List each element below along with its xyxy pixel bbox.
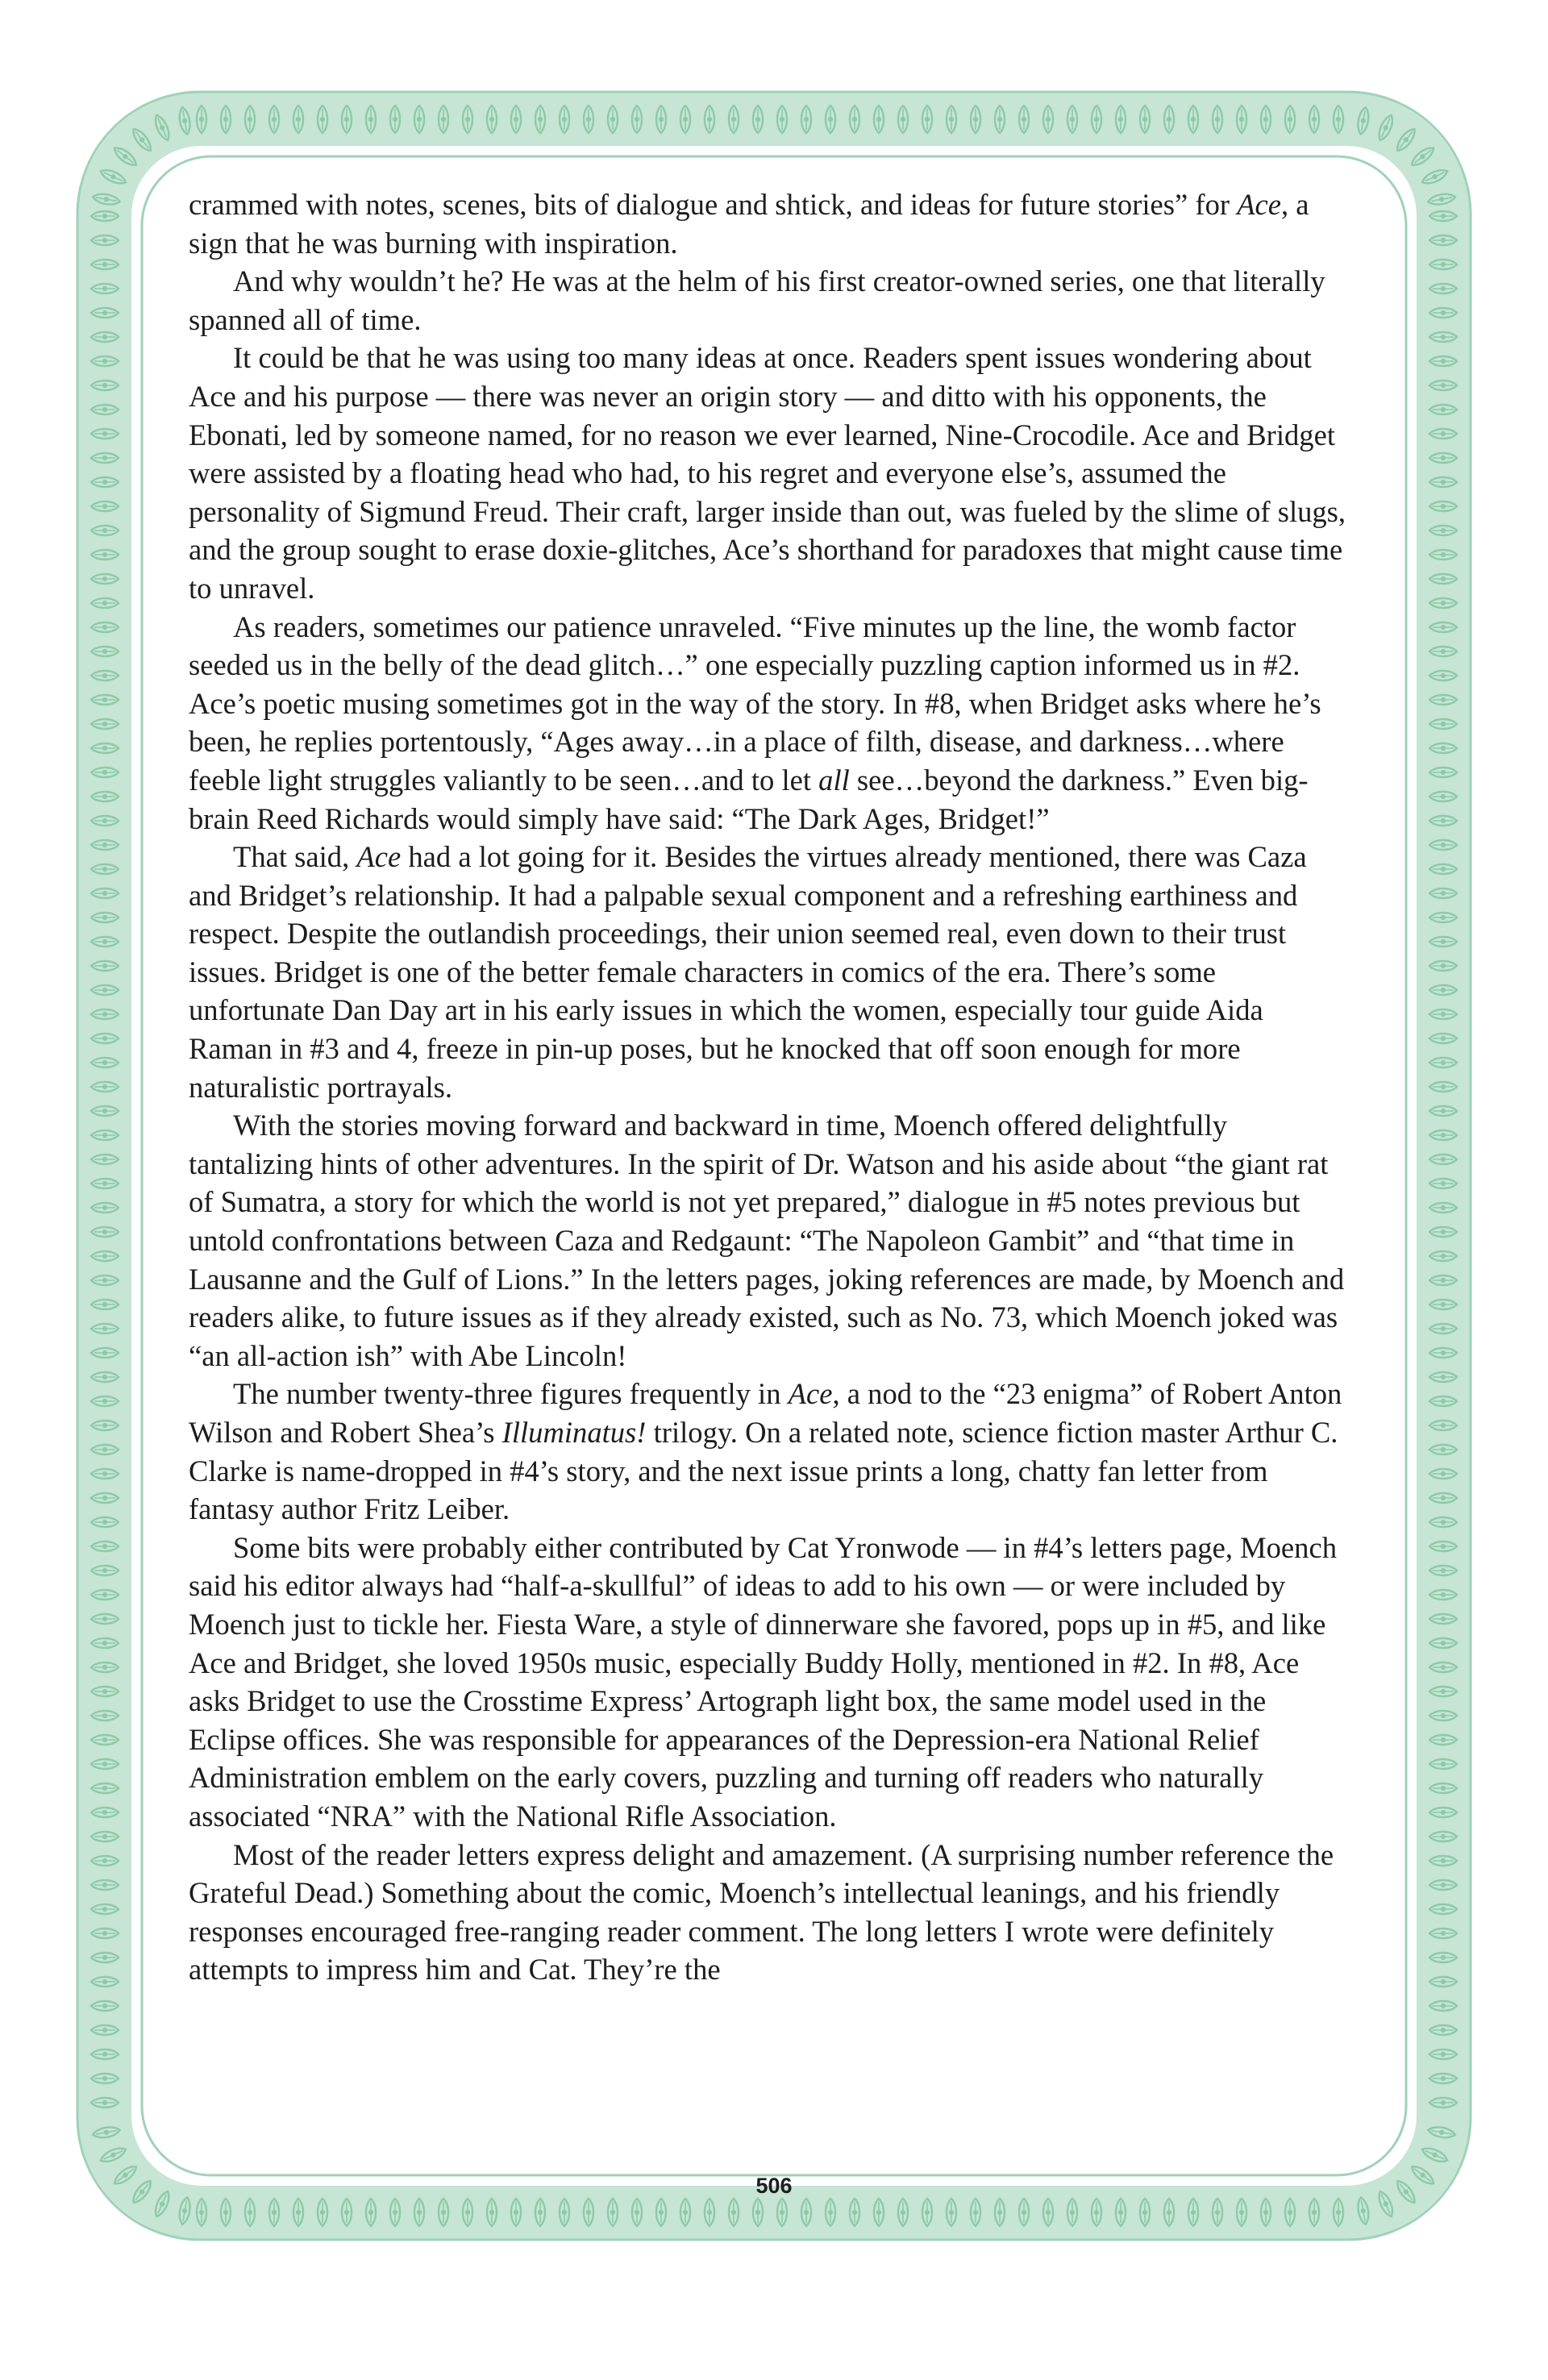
italic-text: Ace (1237, 188, 1282, 221)
body-text (189, 185, 1354, 1989)
italic-text: Ace (788, 1377, 833, 1411)
paragraph (189, 185, 1354, 262)
text-run: It could be that he was using too many ideas at once. Readers spent issues wondering about Ace and his purpose — there was never an origin story — and ditto with his opponents, the Ebonati, led by someone named, for no reason we ever learned, Nine-Crocodile. Ace and Bridget were assisted by a floating head who had, to his regret and everyone else’s, assumed the personality of Sigmund Freud. Their craft, larger inside than out, was fueled by the slime of slugs, and the group sought to erase doxie-glitches, Ace’s shorthand for paradoxes that might cause time to unravel. (189, 341, 1346, 605)
text-run: had a lot going for it. Besides the virtues already mentioned, there was Caza and Bridget’s relationship. It had a palpable sexual component and a refreshing earthiness and respect. Despite the outlandish proceedings, their union seemed real, even down to their trust issues. Bridget is one of the better female characters in comics of the era. There’s some unfortunate Dan Day art in his early issues in which the women, especially tour guide Aida Raman in #3 and 4, freeze in pin-up poses, but he knocked that off soon enough for more naturalistic portrayals. (189, 840, 1307, 1104)
italic-text: Ace (356, 840, 402, 874)
paragraph (189, 1375, 1354, 1528)
text-run: Some bits were probably either contributed by Cat Yronwode — in #4’s letters page, Moench said his editor always had “half-a-skullful” of ideas to add to his own — or were included by Moench just to tickle her. Fiesta Ware, a style of dinnerware she favored, pops up in #5, and like Ace and Bridget, she loved 1950s music, especially Buddy Holly, mentioned in #2. In #8, Ace asks Bridget to use the Crosstime Express’ Artograph light box, the same model used in the Eclipse offices. She was responsible for appearances of the Depression-era National Relief Administration emblem on the early covers, puzzling and turning off readers who naturally associated “NRA” with the National Rifle Association. (189, 1530, 1337, 1833)
text-run: , a sign that he was burning with inspiration. (189, 188, 1309, 260)
paragraph (189, 608, 1354, 838)
text-run: With the stories moving forward and backward in time, Moench offered delightfully tantalizing hints of other adventures. In the spirit of Dr. Watson and his aside about “the giant rat of Sumatra, a story for which the world is not yet prepared,” dialogue in #5 notes previous but untold confrontations between Caza and Redgaunt: “The Napoleon Gambit” and “that time in Lausanne and the Gulf of Lions.” In the letters pages, joking references are made, by Moench and readers alike, to future issues as if they already existed, such as No. 73, which Moench joked was “an all-action ish” with Abe Lincoln! (189, 1109, 1345, 1372)
text-run: crammed with notes, scenes, bits of dialogue and shtick, and ideas for future stories” for (189, 188, 1238, 221)
text-run: That said, (233, 840, 357, 874)
paragraph (189, 838, 1354, 1106)
italic-text: Illuminatus! (501, 1416, 647, 1449)
italic-text: all (818, 763, 850, 797)
text-run: see…beyond the darkness.” Even big-brain Reed Richards would simply have said: “The Dark Ages, Bridget!” (189, 763, 1309, 835)
text-run: , a nod to the “23 enigma” of Robert Anton Wilson and Robert Shea’s (189, 1377, 1342, 1449)
paragraph (189, 1529, 1354, 1836)
paragraph (189, 1836, 1354, 1989)
paragraph (189, 339, 1354, 607)
paragraph (189, 1106, 1354, 1375)
paragraph (189, 262, 1354, 339)
text-run: And why wouldn’t he? He was at the helm of his first creator-owned series, one that literally spanned all of time. (189, 264, 1325, 336)
text-run: trilogy. On a related note, science fiction master Arthur C. Clarke is name-dropped in #4’s story, and the next issue prints a long, chatty fan letter from fantasy author Fritz Leiber. (189, 1416, 1338, 1526)
page-number: 506 (755, 2174, 793, 2198)
text-run: As readers, sometimes our patience unraveled. “Five minutes up the line, the womb factor seeded us in the belly of the dead glitch…” one especially puzzling caption informed us in #2. Ace’s poetic musing sometimes got in the way of the story. In #8, when Bridget asks where he’s been, he replies portentously, “Ages away…in a place of filth, disease, and darkness…where feeble light struggles valiantly to be seen…and to let (189, 610, 1321, 797)
text-run: Most of the reader letters express delight and amazement. (A surprising number reference the Grateful Dead.) Something about the comic, Moench’s intellectual leanings, and his friendly responses encouraged free-ranging reader comment. The long letters I wrote were definitely attempts to impress him and Cat. They’re the (189, 1837, 1334, 1987)
text-run: The number twenty-three figures frequently in (233, 1377, 789, 1411)
